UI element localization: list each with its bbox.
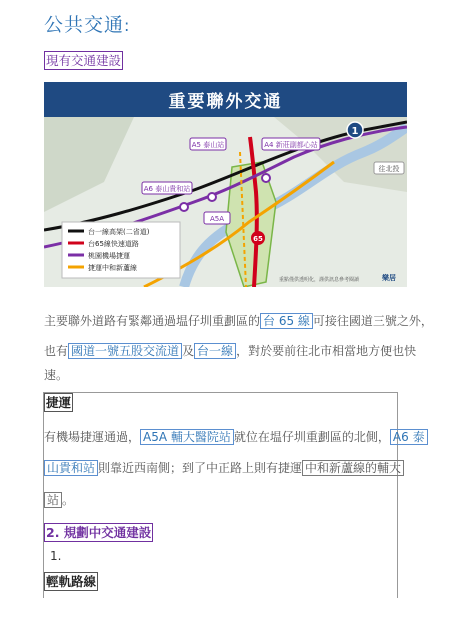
para1-text-e: ，對於要前往北市相當地方便也快 xyxy=(236,344,417,358)
para1-line2 xyxy=(44,342,416,360)
transit-line3 xyxy=(44,491,74,509)
svg-text:65: 65 xyxy=(253,235,263,243)
legend-item-2: 台65線快速道路 xyxy=(88,240,139,248)
legend-item-1: 台一線高架(二省道) xyxy=(88,228,150,236)
transport-map xyxy=(44,82,407,287)
label-a5: A5 泰山站 xyxy=(191,141,225,149)
link-a6-station-part2[interactable]: 山貴和站 xyxy=(44,460,98,476)
link-a6-station-part1[interactable]: A6 泰 xyxy=(390,429,428,445)
label-beitou: 往北投 xyxy=(378,165,400,173)
transit-text-c: 則靠近西南側；到了中正路上則有捷運 xyxy=(98,461,303,475)
label-a6: A6 泰山貴和站 xyxy=(143,185,191,193)
para1-text-a: 主要聯外道路有緊鄰通過塭仔圳重劃區的 xyxy=(44,314,261,328)
page-title xyxy=(44,10,130,37)
existing-transport-heading: 現有交通建設 xyxy=(46,53,122,68)
para1-line1 xyxy=(44,312,433,330)
transit-line2 xyxy=(44,459,404,477)
light-rail-heading: 輕軌路線 xyxy=(46,574,97,589)
route-1-badge: 1 xyxy=(351,126,359,137)
para1-text-d: 及 xyxy=(182,344,195,358)
content-frame xyxy=(43,392,398,598)
legend-item-4: 捷運中和新蘆線 xyxy=(88,264,137,272)
para1-text-b: 可接往國道三號之外， xyxy=(312,314,433,328)
page-title-text: 公共交通 xyxy=(44,14,125,36)
map-footer-note: 重點僅供透明化，謹供訊息參考閱讀 xyxy=(279,277,360,283)
mrt-heading: 捷運 xyxy=(46,395,72,410)
link-route-1[interactable]: 台一線 xyxy=(194,343,236,359)
legend-item-3: 桃園機場捷運 xyxy=(88,252,130,260)
link-fu-jen-station-part1[interactable]: 中和新蘆線的輔大 xyxy=(302,460,404,476)
transit-text-d: 。 xyxy=(62,493,75,507)
link-fu-jen-station-part2[interactable]: 站 xyxy=(44,492,62,508)
transit-line1 xyxy=(44,428,428,446)
transit-text-a: 有機場捷運通過， xyxy=(44,430,141,444)
page-title-colon: : xyxy=(124,16,131,35)
link-wugu-interchange[interactable]: 國道一號五股交流道 xyxy=(68,343,182,359)
para1-text-c: 也有 xyxy=(44,344,69,358)
map-illustration xyxy=(44,82,407,287)
planned-transport-heading: 2. 規劃中交通建設 xyxy=(46,525,152,540)
map-title: 重要聯外交通 xyxy=(168,92,283,112)
link-route-65[interactable]: 台 65 線 xyxy=(260,313,313,329)
transit-text-b: 就位在塭仔圳重劃區的北側， xyxy=(233,430,390,444)
link-a5a-station[interactable]: A5A 輔大醫院站 xyxy=(140,429,234,445)
list-number: 1. xyxy=(50,549,62,563)
label-a4: A4 新莊副都心站 xyxy=(264,141,318,149)
para1-line3: 速。 xyxy=(44,368,69,382)
map-brand-logo: 樂居 xyxy=(382,274,396,282)
label-a5a: A5A xyxy=(209,215,225,223)
